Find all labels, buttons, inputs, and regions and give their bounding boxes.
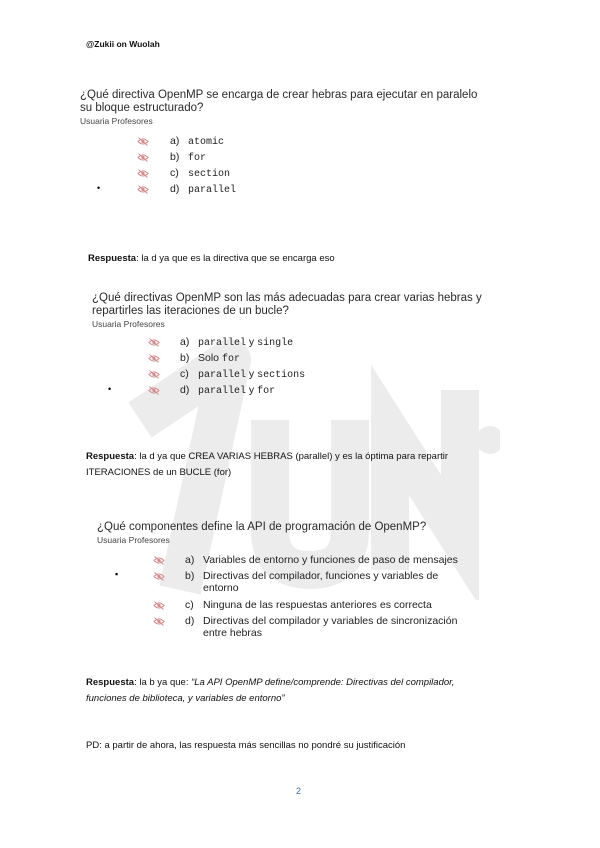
hidden-eye-icon bbox=[153, 572, 165, 581]
question-2-option-d: d) parallel y for bbox=[180, 384, 276, 397]
hidden-eye-icon bbox=[148, 386, 160, 395]
selected-bullet: ▪ bbox=[115, 569, 119, 579]
selected-bullet: • bbox=[97, 183, 101, 193]
question-1-option-a: a) atomic bbox=[170, 135, 225, 148]
question-2-option-c: c) parallel y sections bbox=[180, 368, 306, 381]
question-2-subtitle: Usuaria Profesores bbox=[92, 319, 165, 329]
question-2-answer: Respuesta: la d ya que CREA VARIAS HEBRAS (parallel) y es la óptima para repartir ITERACIONES de un BUCLE (for) bbox=[86, 451, 449, 478]
hidden-eye-icon bbox=[137, 169, 149, 178]
question-1-option-c: c) section bbox=[170, 167, 231, 180]
hidden-eye-icon bbox=[137, 153, 149, 162]
question-3-subtitle: Usuaria Profesores bbox=[97, 535, 170, 545]
hidden-eye-icon bbox=[148, 354, 160, 363]
hidden-eye-icon bbox=[153, 601, 165, 610]
question-3-option-a: a) Variables de entorno y funciones de paso de mensajes bbox=[185, 554, 458, 566]
question-1-option-b: b) for bbox=[170, 151, 207, 164]
hidden-eye-icon bbox=[148, 338, 160, 347]
question-2 bbox=[92, 292, 482, 329]
question-3-option-d: d) Directivas del compilador y variables de sincronización entre hebras bbox=[185, 615, 458, 639]
question-1-answer: Respuesta: la d ya que es la directiva que se encarga eso bbox=[88, 253, 335, 264]
question-1-option-d: d) parallel bbox=[170, 183, 237, 196]
question-2-option-b: b) Solo for bbox=[180, 352, 240, 365]
page-number: 2 bbox=[296, 786, 302, 796]
hidden-eye-icon bbox=[148, 370, 160, 379]
question-1-title-line2: su bloque estructurado? bbox=[80, 102, 204, 114]
hidden-eye-icon bbox=[153, 556, 165, 565]
question-2-option-a: a) parallel y single bbox=[180, 336, 294, 349]
page-header: @Zukii on Wuolah bbox=[86, 39, 160, 49]
question-1 bbox=[80, 89, 477, 126]
question-3 bbox=[97, 521, 426, 545]
footer-note: PD: a partir de ahora, las respuesta más sencillas no pondré su justificación bbox=[86, 740, 406, 751]
selected-bullet: • bbox=[108, 384, 112, 394]
question-1-subtitle: Usuaria Profesores bbox=[80, 116, 153, 126]
question-3-option-c: c) Ninguna de las respuestas anteriores es correcta bbox=[185, 599, 432, 611]
question-1-title-line1: ¿Qué directiva OpenMP se encarga de crear hebras para ejecutar en paralelo bbox=[80, 89, 478, 101]
question-2-title-line1: ¿Qué directivas OpenMP son las más adecuadas para crear varias hebras y bbox=[92, 292, 482, 304]
hidden-eye-icon bbox=[137, 185, 149, 194]
question-3-option-b: b) Directivas del compilador, funciones y variables de entorno bbox=[185, 570, 439, 594]
hidden-eye-icon bbox=[153, 617, 165, 626]
hidden-eye-icon bbox=[137, 137, 149, 146]
question-2-title-line2: repartirles las iteraciones de un bucle? bbox=[92, 305, 289, 317]
question-3-title-line1: ¿Qué componentes define la API de programación de OpenMP? bbox=[97, 521, 427, 533]
question-3-answer: Respuesta: la b ya que: “La API OpenMP define/comprende: Directivas del compilador, funciones de biblioteca, y variables de entorno” bbox=[86, 677, 455, 704]
